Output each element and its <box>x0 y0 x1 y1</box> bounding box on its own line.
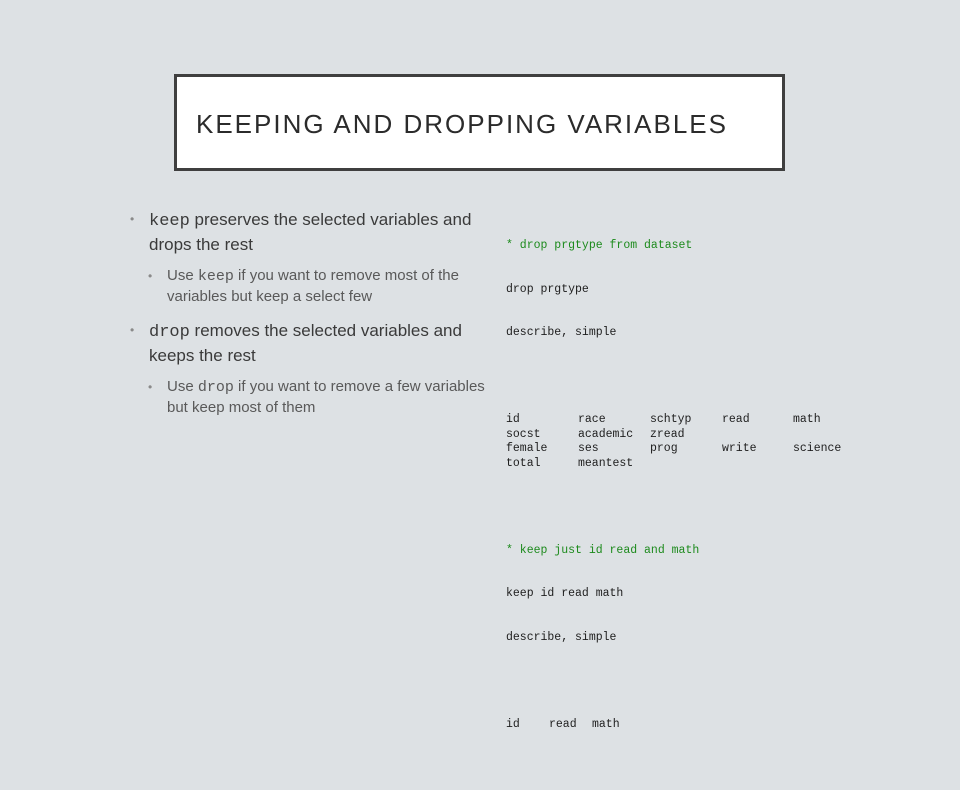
variable-cell: math <box>592 717 620 731</box>
code-line: describe, simple <box>506 630 617 644</box>
sub-bullet-keep <box>130 266 490 307</box>
variable-cell: academic <box>578 427 634 441</box>
bullet-drop <box>130 319 490 367</box>
bullet-dot-icon: • <box>148 269 153 283</box>
sub-bullet-drop <box>130 377 490 418</box>
variable-cell: zread <box>650 427 685 441</box>
variable-cell: total <box>506 456 541 470</box>
variable-cell: meantest <box>578 456 634 470</box>
code-line: keep id read math <box>506 587 624 600</box>
bullet-list <box>130 208 490 430</box>
sub-bullet-command: keep <box>197 268 234 285</box>
slide-title: KEEPING AND DROPPING VARIABLES <box>196 109 728 139</box>
variable-table <box>506 413 842 471</box>
variable-cell: read <box>722 413 750 426</box>
bullet-dot-icon: • <box>130 212 135 226</box>
bullet-text: removes the selected variables and keeps the rest <box>149 321 462 365</box>
bullet-command: drop <box>149 323 190 342</box>
variable-cell: schtyp <box>650 413 692 426</box>
variable-cell: ses <box>578 442 599 455</box>
variable-cell: id <box>506 717 520 731</box>
variable-cell: math <box>793 413 821 426</box>
variable-cell: race <box>578 413 606 426</box>
sub-bullet-pre: Use <box>167 267 198 284</box>
sub-bullet-pre: Use <box>167 378 198 395</box>
variable-cell: id <box>506 413 520 426</box>
sub-bullet-command: drop <box>197 379 234 396</box>
variable-cell: prog <box>650 442 678 455</box>
variable-row <box>506 718 699 733</box>
variable-cell: female <box>506 442 548 455</box>
sub-bullet-post: if you want to remove a few variables but keep most of them <box>167 378 485 416</box>
bullet-command: keep <box>149 212 190 231</box>
code-panel <box>506 210 842 747</box>
title-box <box>174 74 785 171</box>
bullet-text: preserves the selected variables and drops the rest <box>149 210 472 254</box>
code-comment: * keep just id read and math <box>506 543 700 557</box>
bullet-dot-icon: • <box>130 323 135 337</box>
variable-cell: write <box>722 442 757 455</box>
variable-cell: science <box>793 442 842 455</box>
variable-cell: socst <box>506 427 541 441</box>
bullet-keep <box>130 208 490 256</box>
code-comment: * drop prgtype from dataset <box>506 239 693 252</box>
code-line: describe, simple <box>506 326 617 339</box>
code-line: drop prgtype <box>506 282 589 296</box>
bullet-dot-icon: • <box>148 380 153 394</box>
variable-cell: read <box>549 717 577 731</box>
sub-bullet-post: if you want to remove most of the variables but keep a select few <box>167 267 459 305</box>
